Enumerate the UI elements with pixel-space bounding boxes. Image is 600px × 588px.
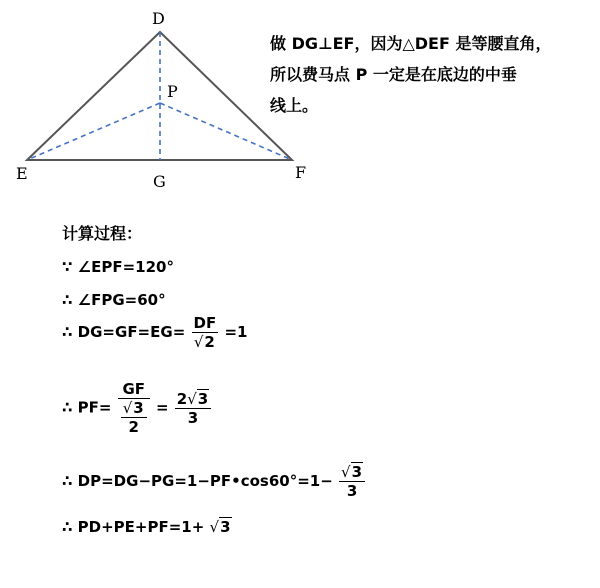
sqrt-symbol: √ (341, 463, 351, 481)
step-6 (62, 518, 232, 536)
calc-heading: 计算过程： (62, 224, 143, 243)
label-e: E (16, 164, 28, 183)
radicand: 3 (197, 389, 209, 408)
result-denominator: 3 (187, 408, 199, 427)
fraction-numerator: GF (118, 380, 150, 399)
step-2 (62, 291, 166, 309)
step-5-lhs: DP=DG−PG=1−PF•cos60°=1− (77, 472, 333, 490)
intro-line-1: 做 DG⊥EF，因为△DEF 是等腰直角， (270, 34, 552, 53)
fraction-gf-over-root3-half (118, 380, 150, 436)
step-4 (62, 380, 212, 436)
step-1-text: ∠EPF=120° (77, 258, 174, 276)
label-g: G (153, 172, 166, 191)
inner-numerator (121, 399, 147, 418)
inner-fraction (121, 399, 147, 436)
sqrt-symbol: √ (193, 333, 204, 351)
step-3-lhs: DG=GF=EG= (77, 323, 186, 341)
step-2-text: ∠FPG=60° (77, 291, 166, 309)
therefore-symbol: ∴ (62, 323, 73, 341)
result-numerator (175, 390, 211, 409)
label-p: P (167, 82, 178, 101)
sqrt-symbol: √ (122, 399, 133, 417)
step-4-lhs: PF= (77, 398, 112, 417)
segment-pe (27, 103, 160, 160)
radicand: 2 (204, 333, 215, 351)
step-3-rhs: =1 (224, 323, 248, 341)
intro-line-3: 线上。 (270, 96, 319, 115)
inner-denominator: 2 (128, 418, 139, 436)
therefore-symbol: ∴ (62, 518, 73, 536)
step-3 (62, 314, 247, 351)
fraction-result (175, 390, 211, 427)
fraction-root3-over-3 (339, 463, 365, 500)
step-5 (62, 463, 366, 500)
fraction-denominator (118, 399, 150, 436)
sqrt-symbol: √ (187, 389, 197, 408)
label-f: F (295, 163, 307, 182)
fraction-denominator: 3 (346, 482, 358, 500)
therefore-symbol: ∴ (62, 472, 73, 490)
sqrt-symbol: √ (209, 518, 220, 536)
radicand: 3 (133, 399, 144, 417)
fraction-numerator: DF (193, 314, 217, 332)
equals-sign: = (155, 398, 169, 417)
therefore-symbol: ∴ (62, 398, 73, 417)
therefore-symbol: ∴ (62, 291, 73, 309)
fraction-df-over-root2 (192, 314, 219, 351)
coefficient: 2 (176, 389, 188, 408)
sqrt-3 (210, 518, 232, 536)
fraction-denominator (192, 333, 219, 351)
step-6-lhs: PD+PE+PF=1+ (77, 518, 205, 536)
fraction-numerator (339, 463, 365, 482)
radicand: 3 (351, 463, 363, 481)
intro-text (270, 28, 592, 121)
intro-line-2: 所以费马点 P 一定是在底边的中垂 (270, 65, 517, 84)
label-d: D (152, 9, 165, 28)
radicand: 3 (220, 518, 231, 536)
because-symbol: ∵ (62, 258, 73, 276)
step-1 (62, 258, 174, 276)
